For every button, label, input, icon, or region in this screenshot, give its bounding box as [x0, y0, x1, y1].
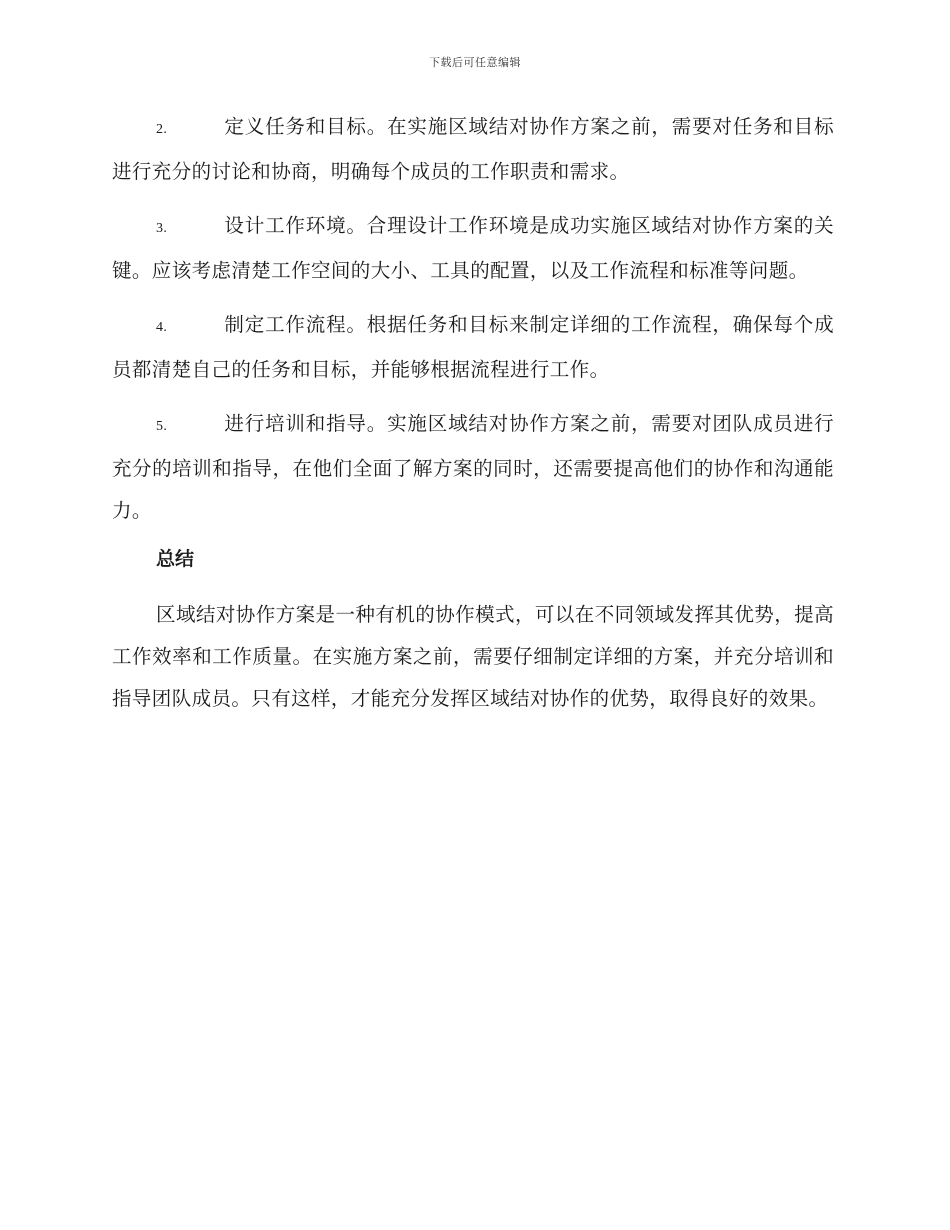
- list-item: [112, 304, 834, 391]
- list-item: [112, 106, 834, 193]
- list-item-text: 制定工作流程。根据任务和目标来制定详细的工作流程，确保每个成员都清楚自己的任务和目标，并能够根据流程进行工作。: [112, 313, 834, 381]
- list-item-number: 4.: [156, 320, 168, 335]
- header-note: 下载后可任意编辑: [429, 56, 521, 69]
- summary-paragraph: 区域结对协作方案是一种有机的协作模式，可以在不同领域发挥其优势，提高工作效率和工作质量。在实施方案之前，需要仔细制定详细的方案，并充分培训和指导团队成员。只有这样，才能充分发挥区域结对协作的优势，取得良好的效果。: [112, 603, 834, 710]
- list-item-text: 进行培训和指导。实施区域结对协作方案之前，需要对团队成员进行充分的培训和指导，在他们全面了解方案的同时，还需要提高他们的协作和沟通能力。: [112, 412, 834, 522]
- list-item-text: 定义任务和目标。在实施区域结对协作方案之前，需要对任务和目标进行充分的讨论和协商，明确每个成员的工作职责和需求。: [112, 115, 834, 183]
- list-item-number: 3.: [156, 221, 168, 236]
- list-item-number: 5.: [156, 419, 168, 434]
- summary-heading: 总结: [156, 548, 195, 570]
- list-item: [112, 403, 834, 532]
- list-item-text: 设计工作环境。合理设计工作环境是成功实施区域结对协作方案的关键。应该考虑清楚工作空间的大小、工具的配置，以及工作流程和标准等问题。: [112, 214, 834, 282]
- list-item: [112, 205, 834, 292]
- document-body: [112, 106, 834, 720]
- list-item-number: 2.: [156, 122, 168, 137]
